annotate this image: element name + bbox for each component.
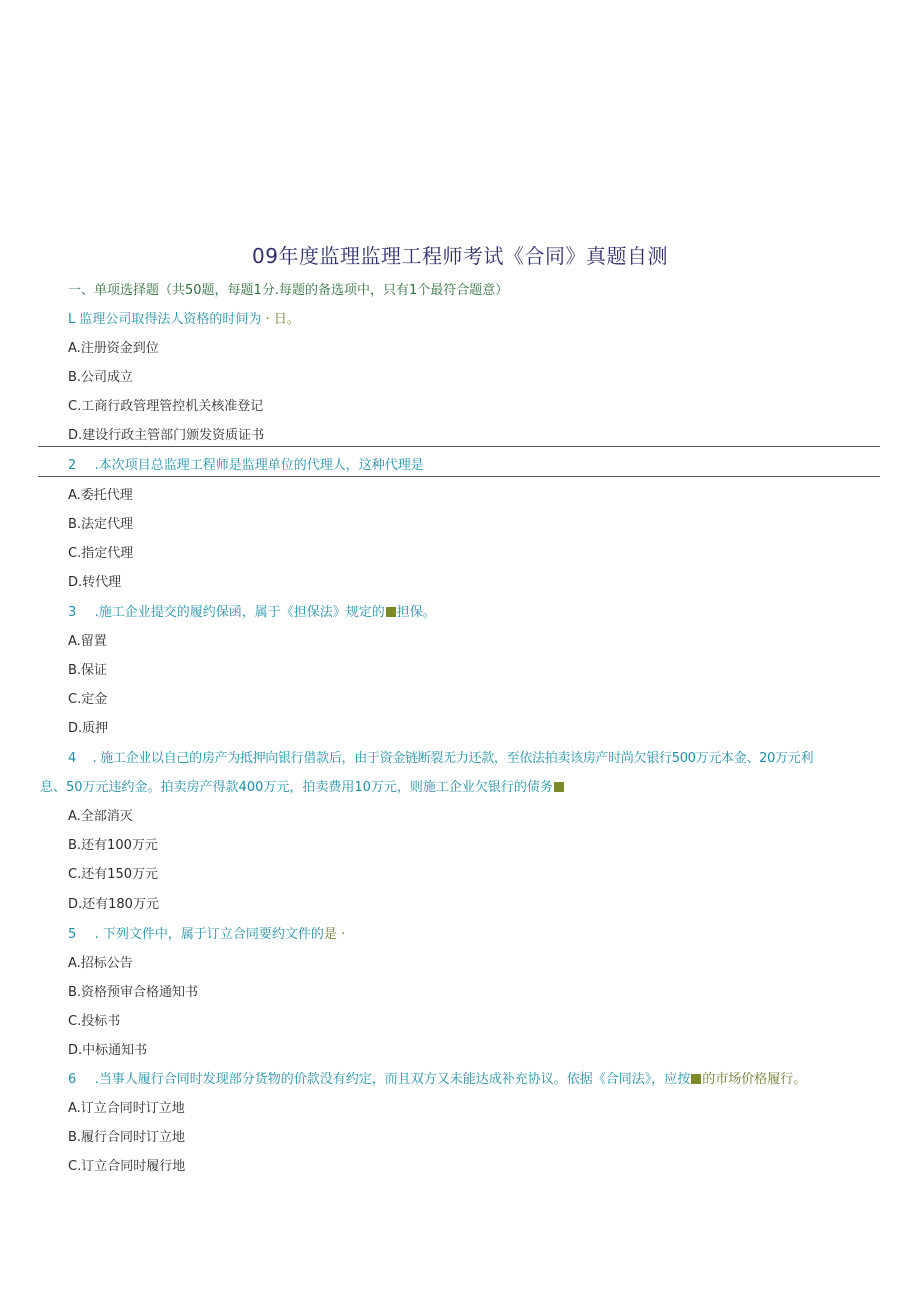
question-6-option-a: A.订立合同时订立地: [68, 1101, 185, 1116]
divider-bottom: [38, 476, 880, 477]
question-2-option-a: A.委托代理: [68, 488, 133, 503]
question-1-number: L: [68, 312, 76, 327]
question-4-option-d: D.还有180万元: [68, 897, 159, 912]
question-3-option-d: D.质押: [68, 721, 109, 736]
question-1-option-c: C.工商行政管理管控机关核准登记: [68, 399, 264, 414]
question-5-option-a: A.招标公告: [68, 956, 133, 971]
divider-top: [38, 446, 880, 447]
question-4: [68, 750, 813, 768]
question-4-text-line1: . 施工企业以自己的房产为抵押向银行借款后，由于资金链断裂无力还款，至依法拍卖该房产时尚欠银行500万元本金、20万元利: [92, 751, 814, 766]
question-2-option-d: D.转代理: [68, 575, 122, 590]
question-5-number: 5: [68, 927, 77, 942]
question-5-dot: ·: [340, 927, 346, 942]
blank-marker-icon: [691, 1074, 701, 1084]
question-2-number: 2: [68, 458, 77, 473]
question-3-option-c: C.定金: [68, 692, 108, 707]
question-6-suffix: 的市场价格履行。: [702, 1072, 807, 1087]
question-6-option-c: C.订立合同时履行地: [68, 1159, 186, 1174]
question-1: [68, 311, 300, 329]
question-3-number: 3: [68, 605, 77, 620]
question-1-option-d: D.建设行政主管部门颁发资质证书: [68, 428, 265, 443]
question-4-option-a: A.全部消灭: [68, 809, 133, 824]
question-1-option-a: A.注册资金到位: [68, 341, 159, 356]
question-5-option-b: B.资格预审合格通知书: [68, 985, 199, 1000]
question-1-dot: ·: [265, 312, 270, 327]
question-5-text: . 下列文件中，属于订立合同要约文件的: [94, 927, 324, 942]
question-4-option-b: B.还有100万元: [68, 838, 158, 853]
question-6: [68, 1071, 806, 1089]
question-4-number: 4: [68, 751, 77, 766]
question-3-option-a: A.留置: [68, 634, 107, 649]
question-6-option-b: B.履行合同时订立地: [68, 1130, 186, 1145]
question-3-option-b: B.保证: [68, 663, 108, 678]
question-3-suffix: 担保。: [396, 605, 436, 620]
question-5-option-c: C.投标书: [68, 1014, 121, 1029]
question-4-continued: [40, 779, 565, 797]
question-6-number: 6: [68, 1072, 77, 1087]
question-3-text: .施工企业提交的履约保函，属于《担保法》规定的: [94, 605, 385, 620]
question-6-text: .当事人履行合同时发现部分货物的价款没有约定，而且双方又未能达成补充协议。依据《合同法》，应按: [94, 1072, 691, 1087]
question-1-text: 监理公司取得法人资格的时间为: [79, 312, 262, 327]
question-2-text: .本次项目总监理工程师是监理单位的代理人，这种代理是: [94, 458, 424, 473]
question-2-option-b: B.法定代理: [68, 517, 134, 532]
page-title: 09年度监理监理工程师考试《合同》真题自测: [252, 244, 668, 268]
question-2-option-c: C.指定代理: [68, 546, 134, 561]
blank-marker-icon: [554, 782, 564, 792]
question-5-option-d: D.中标通知书: [68, 1043, 148, 1058]
question-1-suffix: 日。: [273, 312, 300, 327]
question-3: [68, 604, 436, 622]
question-5-suffix: 是: [323, 927, 337, 942]
question-5: [68, 926, 345, 944]
question-4-text-line2: 息、50万元违约金。拍卖房产得款400万元，拍卖费用10万元，则施工企业欠银行的债务: [40, 780, 553, 795]
blank-marker-icon: [386, 607, 396, 617]
question-1-option-b: B.公司成立: [68, 370, 134, 385]
section-heading: 一、单项选择题（共50题，每题1分.每题的备选项中，只有1个最符合题意）: [68, 283, 509, 298]
question-2: [68, 457, 424, 475]
question-4-option-c: C.还有150万元: [68, 867, 159, 882]
